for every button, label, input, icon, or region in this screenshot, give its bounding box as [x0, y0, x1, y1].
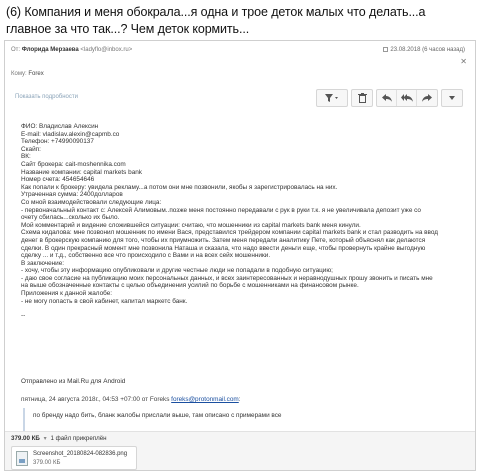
message-body: [21, 123, 467, 320]
filter-icon[interactable]: [317, 90, 347, 106]
post-title-line-1: (6) Компания и меня обокрала...я одна и трое деток малых что делать...а: [6, 5, 426, 19]
attachments-bar: [5, 431, 475, 471]
date-label: 23.08.2018 (6 часов назад): [390, 47, 465, 54]
reply-all-icon[interactable]: [397, 90, 417, 106]
body-line: - даю свое согласие на публикацию моих персональных данных, и всех заинтересованных и неравнодушных прошу звонить и писать мне: [21, 274, 433, 282]
quote-header-text: пятница, 24 августа 2018г., 04:53 +07:00 от Foreks: [21, 396, 170, 403]
body-line: Телефон: +74990090137: [21, 138, 94, 146]
flag-icon[interactable]: [383, 47, 388, 52]
toolbar-group-reply: [376, 89, 438, 107]
body-line: Приложения к данной жалобе:: [21, 290, 113, 298]
attachment-file-size: 379.00 КБ: [33, 460, 61, 466]
body-line: на выше обозначенные контакты с целью объединения усилий по борьбе с мошенниками на финансовом рынке.: [21, 282, 359, 290]
sender-email[interactable]: <ladyflo@inbox.ru>: [80, 47, 133, 53]
quote-header: [21, 396, 241, 403]
quoted-email-link[interactable]: foreks@protonmail.com: [171, 396, 239, 403]
image-file-icon: [16, 451, 28, 466]
body-line: ФИО: Владислав Алексин: [21, 123, 99, 130]
attachments-count: 1 файл прикреплён: [50, 435, 107, 442]
from-row: [5, 47, 475, 57]
post-title-line-2: главное за что так...? Чем деток кормить...: [6, 22, 250, 36]
body-line: Сайт брокера: cait-moshennika.com: [21, 160, 126, 168]
reply-icon[interactable]: [377, 90, 397, 106]
quoted-text: по бренду надо бить, бланк жалобы прислали выше, там описано с примерами все: [33, 412, 282, 419]
delete-icon[interactable]: [352, 90, 372, 106]
mail-screenshot: [4, 40, 476, 471]
to-label: Кому:: [11, 71, 27, 77]
toolbar-group-more: [441, 89, 463, 107]
body-line: ВК:: [21, 153, 31, 161]
show-details-link[interactable]: Показать подробности: [15, 94, 78, 100]
body-line: - не могу попасть в свой кабинет, капитал маркетс банк.: [21, 297, 188, 305]
collapse-icon[interactable]: ✕: [460, 57, 467, 66]
from-label: От:: [11, 47, 21, 53]
attachment-file[interactable]: [11, 446, 137, 470]
body-line: Утраченная сумма: 2400долларов: [21, 191, 123, 199]
forward-icon[interactable]: [417, 90, 437, 106]
attachments-summary[interactable]: [11, 435, 107, 442]
body-line: Номер счета: 454654646: [21, 176, 95, 184]
post-title: [6, 4, 466, 38]
chevron-down-icon[interactable]: ▾: [43, 435, 47, 442]
body-line: - первоначальный контакт с: Алексей Алимовым..позже меня постоянно передавали с рук в руки т.к. я не увеличивала депозит уже со: [21, 206, 421, 214]
attachments-total-size: 379.00 КБ: [11, 435, 40, 442]
body-line: Скайп:: [21, 145, 41, 153]
recipient[interactable]: Forex: [28, 71, 44, 77]
body-line: Мой комментарий и видение сложившейся ситуации: считаю, что мошенники из capital markets bank меня кинули.: [21, 221, 361, 229]
body-line: Название компании: capital markets bank: [21, 168, 142, 176]
toolbar-group-delete: [351, 89, 373, 107]
body-line: - хочу, чтобы эту информацию опубликовали и другие честные люди не попадали в подобную ситуацию;: [21, 267, 333, 275]
body-line: Как попали к брокеру: увидела рекламу...а потом они мне позвонили, якобы я зарегистрировалась на них.: [21, 183, 338, 191]
body-line: денег в брокерскую компанию для того, чтобы их приумножить. Затем меня передали аналитику Пете, который объяснял как делаются: [21, 236, 426, 244]
body-line: очету сбилась...сколько их было.: [21, 214, 120, 222]
attachment-file-name: Screenshot_20180824-082836.png: [33, 451, 128, 457]
body-line: сделку ... и т.д., собственно все что происходило с Вами и на всех сейх мошенники.: [21, 252, 271, 260]
sender-name[interactable]: Флорида Мерзаева: [21, 47, 79, 53]
signature-dash: --: [21, 312, 26, 320]
sent-from-line: Отправлено из Mail.Ru для Android: [21, 378, 126, 385]
to-row: [5, 71, 475, 77]
body-line: В заключение:: [21, 259, 65, 267]
message-date: [383, 47, 465, 53]
body-line: Схема кидалова: мне позвонил мошенник по имени Вася, представился трейдером компании capital markets bank и стал разводить на ввод: [21, 229, 439, 237]
toolbar-group-filter: [316, 89, 348, 107]
body-line: E-mail: vladislav.alexin@capmb.co: [21, 130, 120, 138]
message-toolbar: [316, 89, 463, 107]
body-line: сделки. В один прекрасный момент мне позвонила Наташа и сказала, что надо ввести деньги еще, чтобы провернуть крайне выгодную: [21, 244, 426, 252]
more-icon[interactable]: [442, 90, 462, 106]
body-line: Со мной взаимодействовали следующие лица:: [21, 198, 162, 206]
quote-header-suffix: :: [238, 396, 241, 403]
